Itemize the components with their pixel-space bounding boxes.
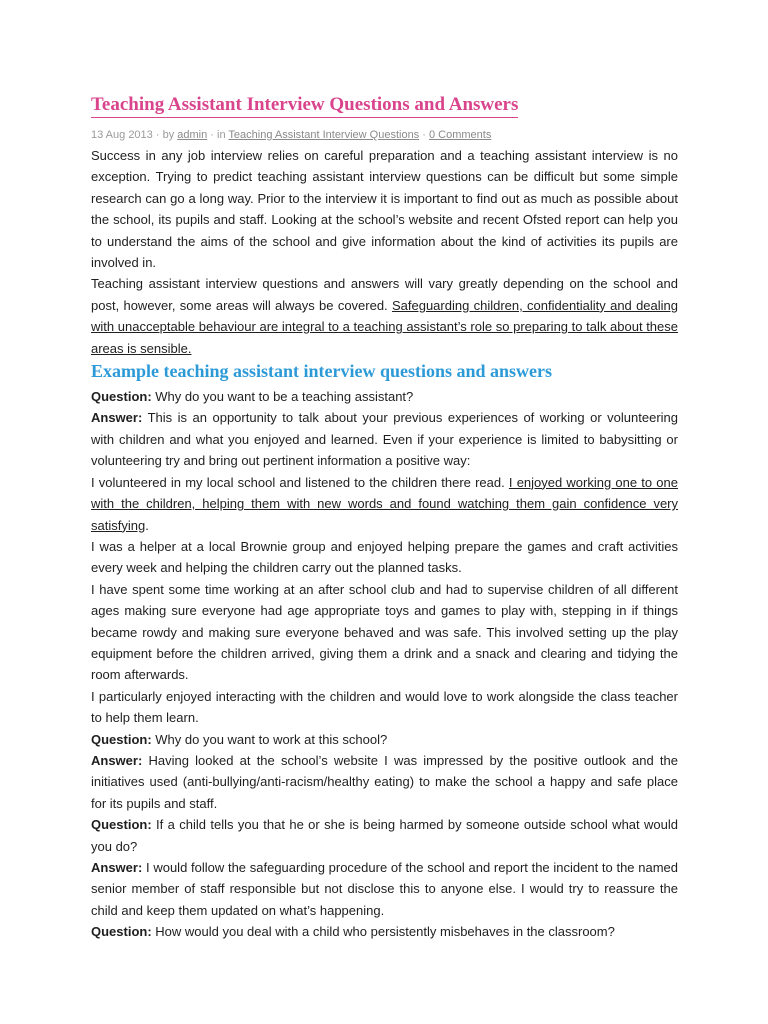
category-link[interactable]: Teaching Assistant Interview Questions <box>228 129 420 141</box>
article-title[interactable]: Teaching Assistant Interview Questions and Answers <box>91 93 518 118</box>
answer-2: Answer: Having looked at the school’s website I was impressed by the positive outlook and the initiatives used (anti-bullying/anti-racism/healthy eating) to make the school a happy and safe place for its pupils and staff. <box>91 752 678 811</box>
question-2: Question: Why do you want to work at this school? <box>91 731 388 747</box>
example-link[interactable]: I enjoyed working one to one with the children, helping them with new words and found watching them gain confidence very satisfying <box>91 474 678 533</box>
comments-link[interactable]: 0 Comments <box>428 129 492 141</box>
safeguarding-link[interactable]: Safeguarding children, confidentiality and dealing with unacceptable behaviour are integral to a teaching assistant’s role so preparing to talk about these areas is sensible. <box>91 297 678 356</box>
article-meta: 13 Aug 2013 · by admin · in Teaching Assistant Interview Questions · 0 Comments <box>91 129 492 141</box>
article-body <box>91 145 678 943</box>
post-date: 13 Aug 2013 <box>91 129 153 141</box>
intro-paragraph-1: Success in any job interview relies on careful preparation and a teaching assistant interview is no exception. Trying to predict teaching assistant interview questions can be difficult but some simple research can go a long way. Prior to the interview it is important to find out as much as possible about the school, its pupils and staff. Looking at the school’s website and recent Ofsted report can help you to understand the aims of the school and give information about the kind of activities its pupils are involved in. <box>91 148 678 271</box>
question-1: Question: Why do you want to be a teaching assistant? <box>91 389 414 405</box>
author-link[interactable]: admin <box>177 129 208 141</box>
example-answer-4: I particularly enjoyed interacting with the children and would love to work alongside the class teacher to help them learn. <box>91 688 678 726</box>
example-answer-2: I was a helper at a local Brownie group and enjoyed helping prepare the games and craft activities every week and helping the children carry out the planned tasks. <box>91 538 678 576</box>
example-answer-1: I volunteered in my local school and listened to the children there read. I enjoyed working one to one with the children, helping them with new words and found watching them gain confidence very satisfying. <box>91 474 678 533</box>
intro-paragraph-2: Teaching assistant interview questions and answers will vary greatly depending on the school and post, however, some areas will always be covered. Safeguarding children, confidentiality and dealing with unacceptable behaviour are integral to a teaching assistant’s role so preparing to talk about these areas is sensible. <box>91 276 678 356</box>
example-answer-3: I have spent some time working at an after school club and had to supervise children of all different ages making sure everyone had age appropriate toys and games to play with, stepping in if things became rowdy and making sure everyone behaved and was safe. This involved setting up the play equipment before the children arrived, giving them a drink and a snack and clearing and tidying the room afterwards. <box>91 581 678 683</box>
answer-1: Answer: This is an opportunity to talk about your previous experiences of working or volunteering with children and what you enjoyed and learned. Even if your experience is limited to babysitting or volunteering try and bring out pertinent information a positive way: <box>91 410 678 469</box>
section-heading: Example teaching assistant interview questions and answers <box>91 361 553 382</box>
answer-3: Answer: I would follow the safeguarding procedure of the school and report the incident to the named senior member of staff responsible but not disclose this to anyone else. I would try to reassure the child and keep them updated on what’s happening. <box>91 860 678 918</box>
question-4: Question: How would you deal with a child who persistently misbehaves in the classroom? <box>91 924 615 940</box>
question-3: Question: If a child tells you that he or she is being harmed by someone outside school what would you do? <box>91 817 678 854</box>
